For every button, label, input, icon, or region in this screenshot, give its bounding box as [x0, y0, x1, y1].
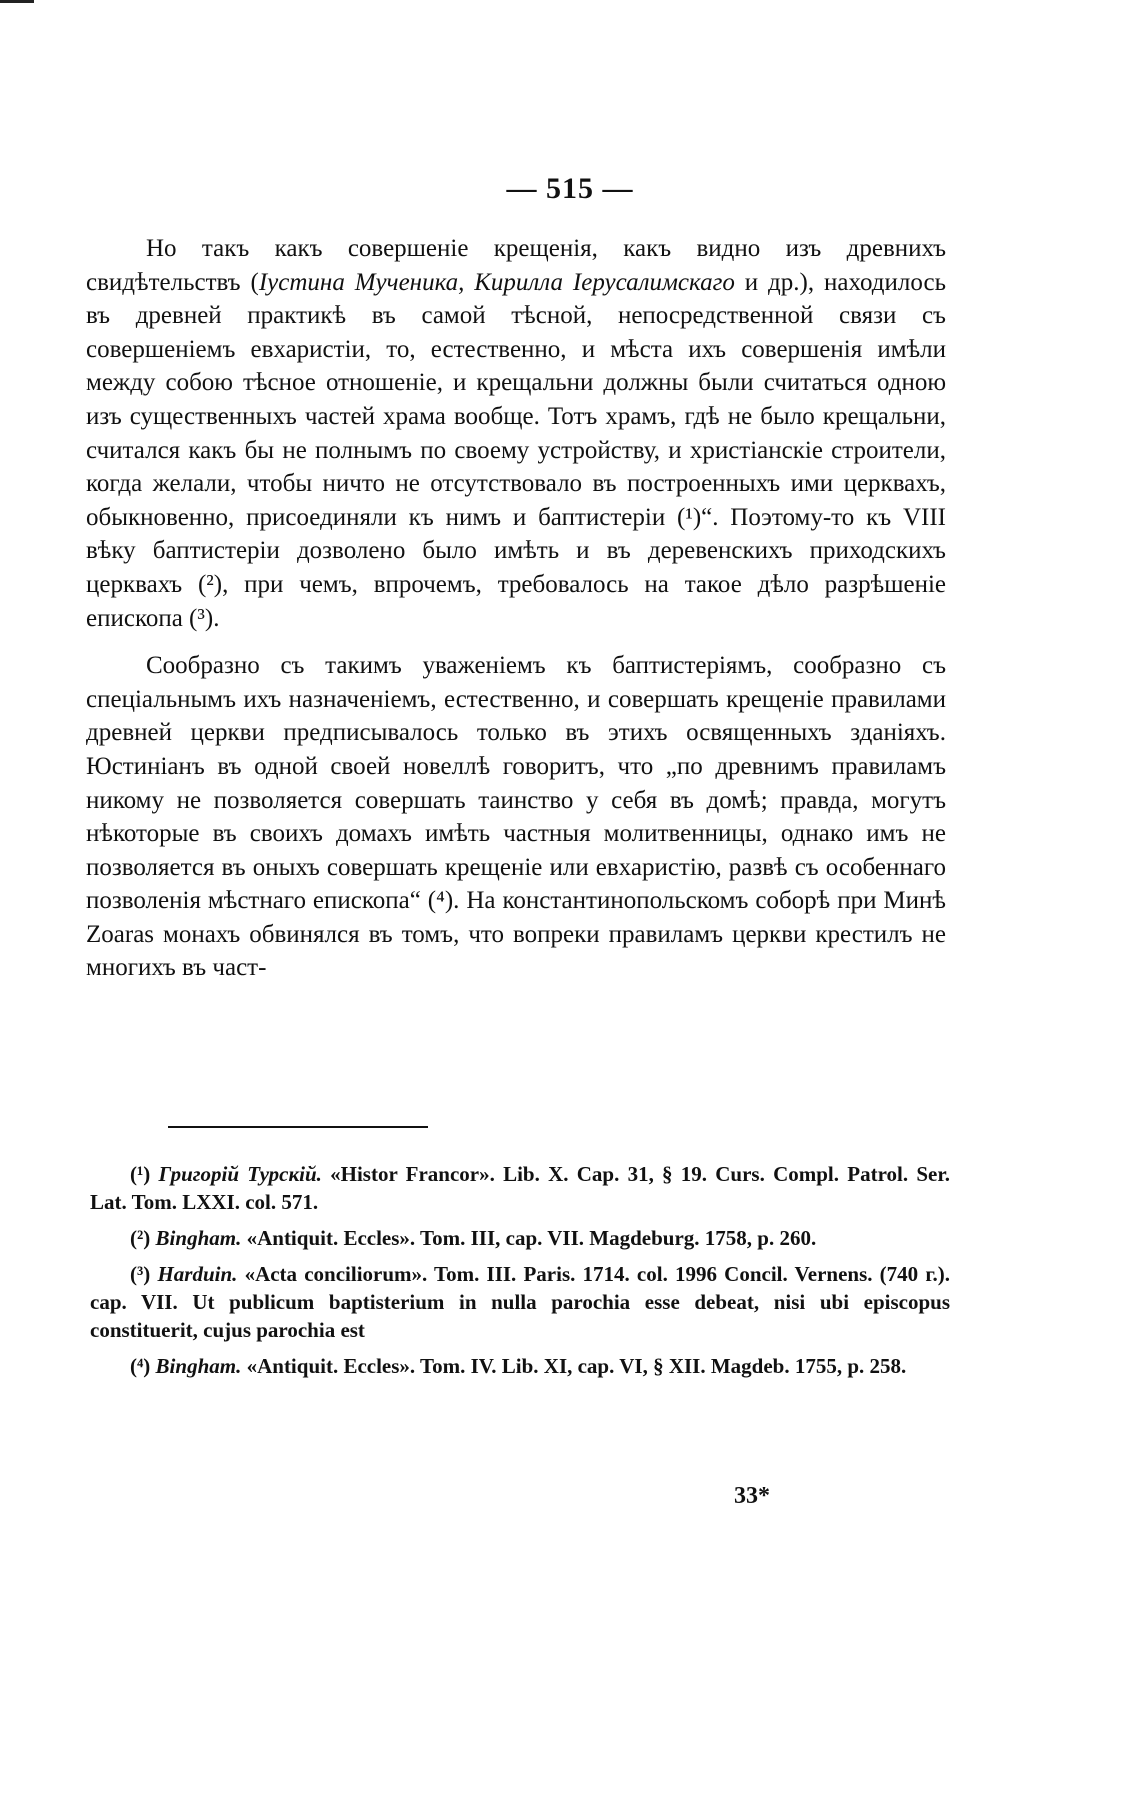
footnote-author: Григорій Турскій.	[158, 1162, 322, 1186]
body-text	[86, 232, 946, 985]
page-number: — 515 —	[506, 172, 634, 205]
footnote-1	[90, 1160, 950, 1216]
paragraph-1-part-c: и др.), находилось въ древней практикѣ въ самой тѣсной, непосредственной связи съ совершеніемъ евхаристіи, то, естественно, и мѣста ихъ совершенія имѣли между собою тѣсное отношеніе, и крещальни должны были считаться одною изъ существенныхъ частей храма вообще. Тотъ храмъ, гдѣ не было крещальни, считался какъ бы не полнымъ по своему устройству, и христіанскіе строители, когда желали, чтобы ничто не отсутствовало въ построенныхъ ими церквахъ, обыкновенно, присоединяли къ нимъ и баптистеріи (¹)“. Поэтому-то къ VIII вѣку баптистеріи дозволено было имѣть и въ деревенскихъ приходскихъ церквахъ (²), при чемъ, впрочемъ, требовалось на такое дѣло разрѣшеніе епископа (³).	[86, 268, 946, 632]
paragraph-1-part-a: Но такъ какъ совершеніе крещенія, какъ видно изъ древнихъ свидѣтельствъ (	[86, 235, 946, 296]
footnote-mark: (³)	[130, 1262, 158, 1286]
scan-edge-mark	[0, 0, 34, 3]
footnote-author: Harduin.	[157, 1262, 238, 1286]
footnote-author: Bingham.	[155, 1226, 242, 1250]
footnote-4	[90, 1352, 950, 1380]
footnote-text: «Antiquit. Eccles». Tom. IV. Lib. XI, cap. VI, § XII. Magdeb. 1755, p. 258.	[241, 1354, 907, 1378]
footnote-2	[90, 1224, 950, 1252]
footnote-text: «Acta conciliorum». Tom. III. Paris. 1714. col. 1996 Concil. Vernens. (740 г.). cap. VII. Ut publicum baptisterium in nulla parochia esse debeat, nisi ubi episcopus constituerit, cujus parochia est	[90, 1262, 950, 1342]
footnotes	[90, 1160, 950, 1388]
footnote-3	[90, 1260, 950, 1344]
signature-mark: 33*	[734, 1483, 770, 1509]
footnote-mark: (²)	[130, 1226, 156, 1250]
paragraph-1-cited-authors: Іустина Мученика, Кирилла Іерусалимскаго	[258, 268, 735, 296]
footnote-text: «Antiquit. Eccles». Tom. III, cap. VII. Magdeburg. 1758, p. 260.	[241, 1226, 817, 1250]
footnote-text: «Histor Francor». Lib. X. Cap. 31, § 19. Curs. Compl. Patrol. Ser. Lat. Tom. LXXI. col. 571.	[90, 1162, 950, 1214]
paragraph-1	[86, 232, 946, 635]
footnote-mark: (⁴)	[130, 1354, 156, 1378]
footnote-author: Bingham.	[155, 1354, 242, 1378]
footnote-mark: (¹)	[130, 1162, 159, 1186]
footnote-divider	[168, 1126, 428, 1128]
paragraph-2: Сообразно съ такимъ уваженіемъ къ баптистеріямъ, сообразно съ спеціальнымъ ихъ назначеніемъ, естественно, и совершать крещеніе правилами древней церкви предписывалось только въ этихъ освященныхъ зданіяхъ. Юстиніанъ въ одной своей новеллѣ говоритъ, что „по древнимъ правиламъ никому не позволяется совершать таинство у себя въ домѣ; правда, могутъ нѣкоторые въ своихъ домахъ имѣть частныя молитвенницы, однако имъ не позволяется въ оныхъ совершать крещеніе или евхаристію, развѣ съ особеннаго позволенія мѣстнаго епископа“ (⁴). На константинопольскомъ соборѣ при Минѣ Zoaras монахъ обвинялся въ томъ, что вопреки правиламъ церкви крестилъ не многихъ въ част-	[86, 652, 946, 982]
